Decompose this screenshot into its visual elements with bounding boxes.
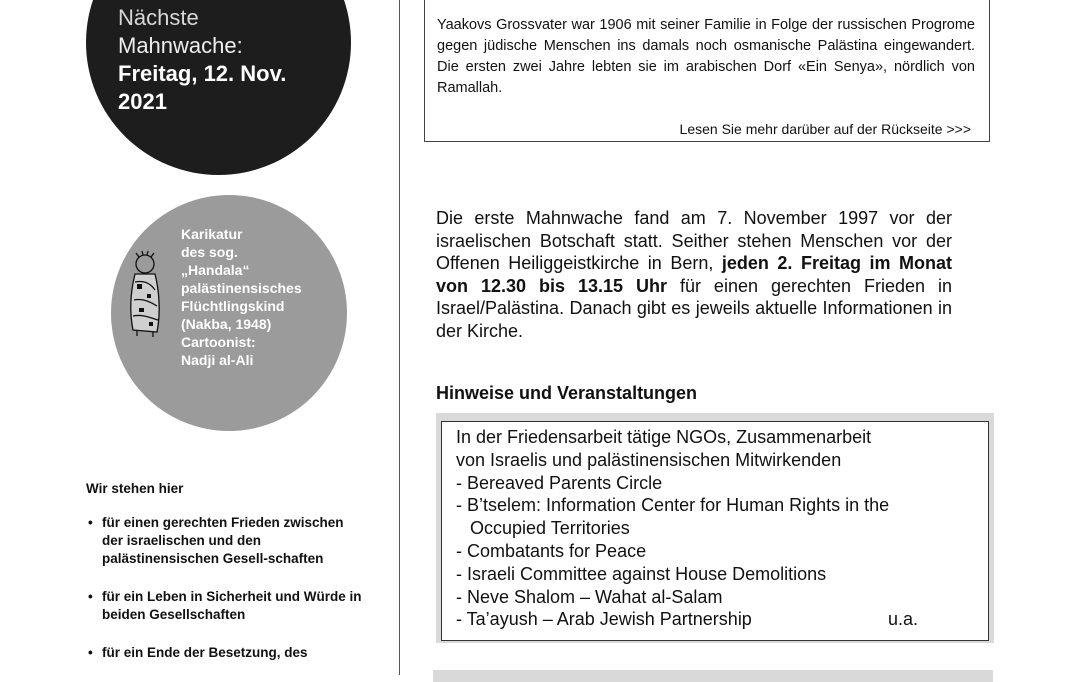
ngo-box (436, 413, 994, 643)
stance-intro: Wir stehen hier (86, 481, 184, 496)
events-title: Hinweise und Veranstaltungen (436, 383, 698, 403)
next-vigil-date (118, 4, 328, 116)
next-box-edge (433, 670, 993, 682)
caption-line: des sog. (181, 244, 238, 260)
ngo-box-inner (441, 421, 989, 641)
story-text: Yaakovs Grossvater war 1906 mit seiner Familie in Folge der russischen Progrome gegen jüdische Menschen ins damals noch osmanische Palästina eingewandert. Die ersten zwei Jahre lebten sie im arabischen Dorf «Ein Senya», nördlich von Ramallah. (437, 17, 975, 96)
caricature-caption (181, 225, 351, 369)
main-text-highlight: jeden 2. Freitag im Monat von 12.30 bis 13.15 Uhr (436, 253, 952, 296)
vigil-line-2: Mahnwache: (118, 33, 243, 58)
caption-line: „Handala“ (181, 262, 250, 278)
handala-figure-icon (121, 250, 173, 340)
caption-line: Flüchtlingskind (181, 298, 285, 314)
caption-line: Nadji al-Ali (181, 352, 254, 368)
vigil-line-1: Nächste (118, 5, 199, 30)
main-text-part-2: für einen gerechten Frieden in Israel/Palästina. Danach gibt es jeweils aktuelle Informationen in der Kirche. (436, 275, 952, 341)
vigil-line-3: Freitag, 12. Nov. (118, 61, 287, 86)
ngo-item: - Neve Shalom – Wahat al-Salam (456, 586, 723, 607)
main-paragraph (436, 207, 952, 342)
ngo-item (456, 517, 988, 540)
caption-line: (Nakba, 1948) (181, 316, 272, 332)
ngo-item-continuation: Occupied Territories (470, 518, 630, 539)
ngo-item: - B’tselem: Information Center for Human Rights in the (456, 495, 890, 516)
stance-bullet: • für einen gerechten Frieden zwischen der israelischen und den palästinensischen Gesell-schaften (86, 514, 366, 568)
ngo-intro-line: von Israelis und palästinensischen Mitwirkenden (456, 449, 842, 470)
caricature-circle (111, 195, 347, 431)
stance-bullet: • für ein Leben in Sicherheit und Würde in beiden Gesellschaften (86, 588, 366, 624)
ngo-intro-line: In der Friedensarbeit tätige NGOs, Zusammenarbeit (456, 427, 872, 447)
ngo-item: - Combatants for Peace (456, 540, 647, 561)
story-box (424, 0, 990, 142)
next-vigil-circle (86, 0, 351, 175)
vigil-line-4: 2021 (118, 89, 167, 114)
read-more-link[interactable]: Lesen Sie mehr darüber auf der Rückseite >>> (679, 121, 971, 137)
stance-bullet: • für ein Ende der Besetzung, des (86, 644, 366, 662)
main-text-part-1: Die erste Mahnwache fand am 7. November 1997 vor der israelischen Botschaft statt. Seither stehen Menschen vor der Offenen Heiliggeistkirche in Bern, (436, 208, 952, 273)
caption-line: Karikatur (181, 226, 243, 242)
caption-line: palästinensisches (181, 280, 302, 296)
ngo-list-suffix: u.a. (888, 609, 919, 630)
stance-section (86, 480, 366, 682)
ngo-item: - Israeli Committee against House Demolitions (456, 563, 827, 584)
ngo-item: - Bereaved Parents Circle (456, 472, 663, 493)
column-divider (399, 0, 400, 675)
ngo-item-text: - Ta’ayush – Arab Jewish Partnership (456, 609, 752, 630)
ngo-item (456, 608, 988, 631)
caption-line: Cartoonist: (181, 334, 256, 350)
